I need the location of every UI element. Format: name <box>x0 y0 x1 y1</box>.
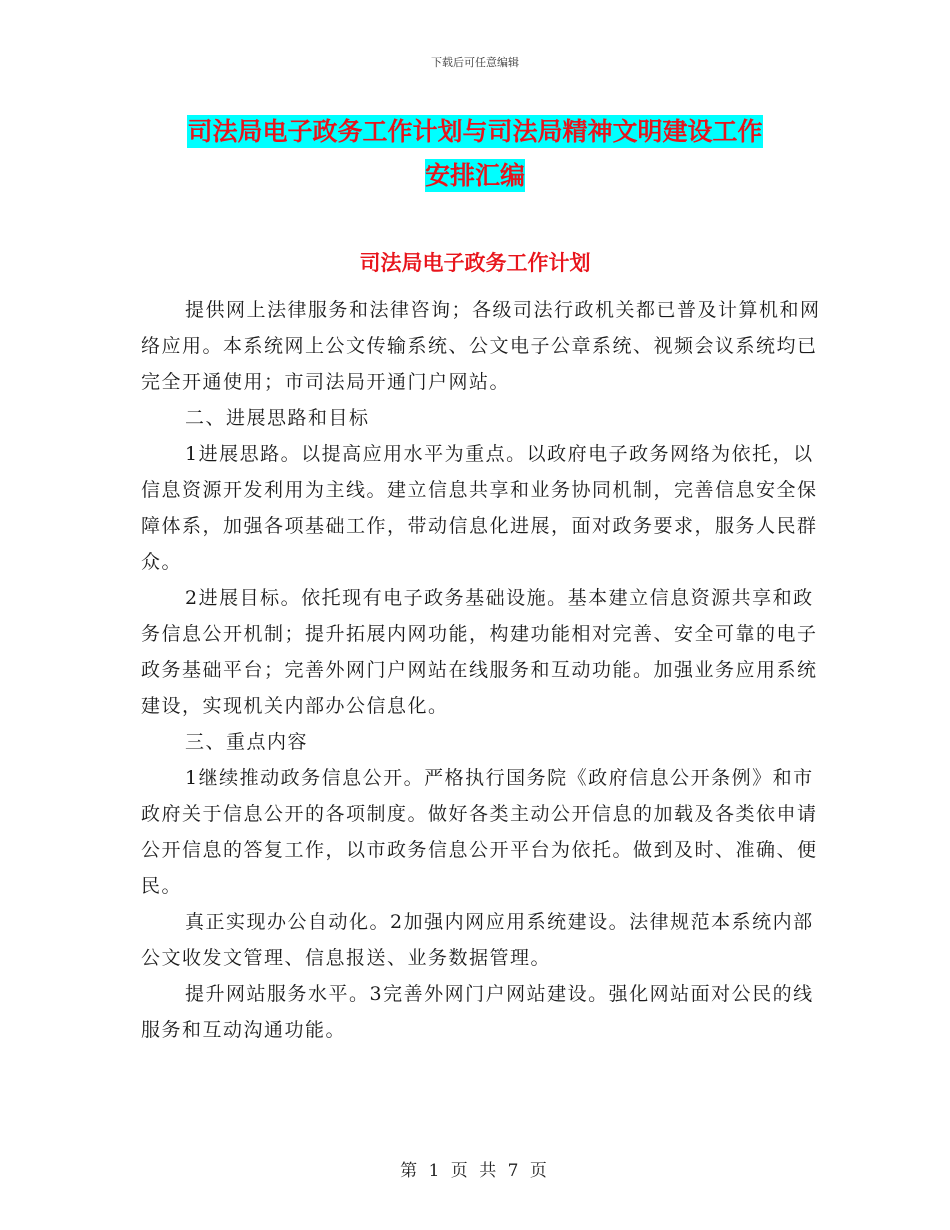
paragraph: 真正实现办公自动化。2加强内网应用系统建设。法律规范本系统内部公文收发文管理、信息报送、业务数据管理。 <box>141 911 814 969</box>
paragraph: 2进展目标。依托现有电子政务基础设施。基本建立信息资源共享和政务信息公开机制；提升拓展内网功能，构建功能相对完善、安全可靠的电子政务基础平台；完善外网门户网站在线服务和互动功能。加强业务应用系统建设，实现机关内部办公信息化。 <box>141 587 818 717</box>
paragraph: 二、进展思路和目标 <box>185 407 370 429</box>
paragraph: 三、重点内容 <box>185 731 309 753</box>
section-title: 司法局电子政务工作计划 <box>359 251 591 275</box>
page-footer: 第 1 页 共 7 页 <box>400 1161 550 1181</box>
paragraph: 1继续推动政务信息公开。严格执行国务院《政府信息公开条例》和市政府关于信息公开的各项制度。做好各类主动公开信息的加载及各类依申请公开信息的答复工作，以市政务信息公开平台为依托。做到及时、准确、便民。 <box>141 767 818 897</box>
document-title-line-1: 司法局电子政务工作计划与司法局精神文明建设工作 <box>187 117 763 146</box>
paragraph: 提升网站服务水平。3完善外网门户网站建设。强化网站面对公民的线服务和互动沟通功能。 <box>141 983 814 1041</box>
paragraph: 1进展思路。以提高应用水平为重点。以政府电子政务网络为依托，以信息资源开发利用为主线。建立信息共享和业务协同机制，完善信息安全保障体系，加强各项基础工作，带动信息化进展，面对政务要求，服务人民群众。 <box>141 443 818 573</box>
body-text <box>141 292 821 1048</box>
paragraph: 提供网上法律服务和法律咨询；各级司法行政机关都已普及计算机和网络应用。本系统网上公文传输系统、公文电子公章系统、视频会议系统均已完全开通使用；市司法局开通门户网站。 <box>141 299 821 393</box>
document-title <box>0 110 950 198</box>
document-title-line-2: 安排汇编 <box>424 161 525 190</box>
header-note: 下载后可任意编辑 <box>431 56 519 69</box>
